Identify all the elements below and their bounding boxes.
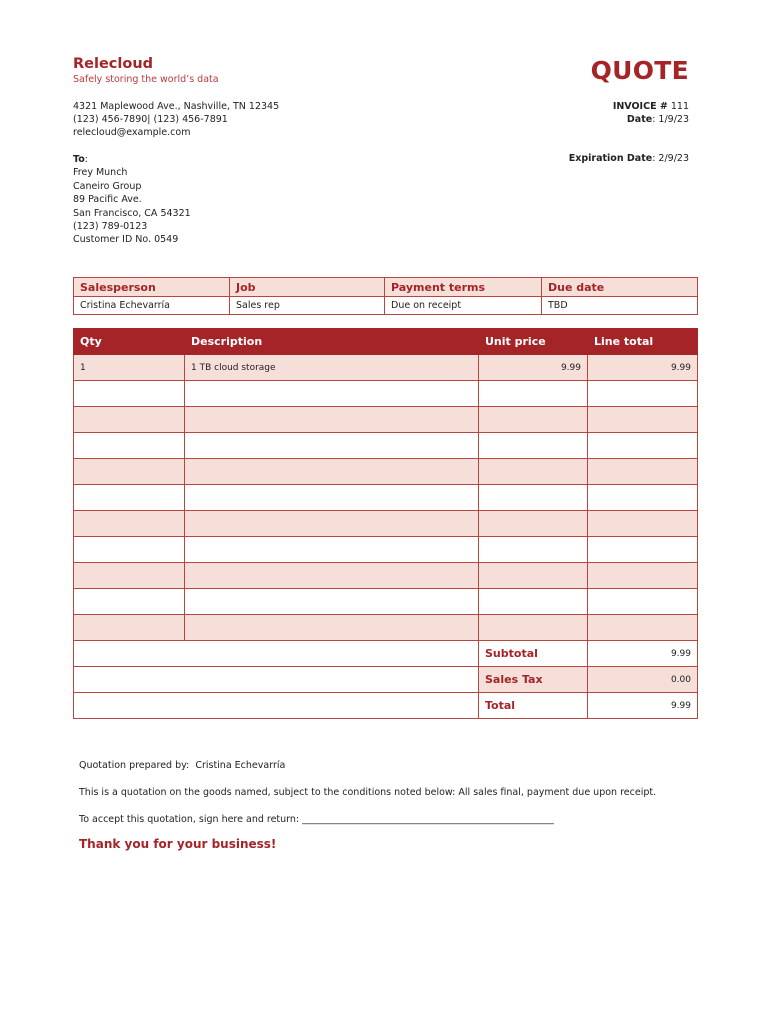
recipient-company: Caneiro Group (73, 180, 142, 192)
prepared-by-label: Quotation prepared by: (79, 760, 190, 771)
table-row (74, 537, 698, 563)
table-row (74, 381, 698, 407)
expiration-date: Expiration Date: 2/9/23 (568, 153, 689, 164)
line-total-cell (588, 407, 698, 433)
table-row (74, 589, 698, 615)
description-cell (185, 537, 479, 563)
due-date-header: Due date (542, 278, 698, 297)
unit-price-cell (479, 485, 588, 511)
to-label: To (73, 154, 85, 165)
line-total-cell (588, 511, 698, 537)
sales-info-row (74, 297, 698, 315)
line-total-cell (588, 485, 698, 511)
table-row (74, 459, 698, 485)
total-row (74, 693, 698, 719)
date-value: 1/9/23 (658, 114, 689, 125)
description-cell (185, 459, 479, 485)
line-total-cell (588, 459, 698, 485)
unit-price-cell (479, 381, 588, 407)
line-total-cell (588, 563, 698, 589)
unit-price-cell (479, 511, 588, 537)
unit-price-cell (479, 537, 588, 563)
line-total-cell (588, 433, 698, 459)
description-cell (185, 511, 479, 537)
invoice-number-label: INVOICE # (612, 101, 668, 112)
payment-terms-header: Payment terms (385, 278, 542, 297)
line-items-table (73, 328, 698, 719)
description-cell: 1 TB cloud storage (185, 355, 479, 381)
description-cell (185, 485, 479, 511)
line-total-header: Line total (588, 329, 698, 355)
qty-cell (74, 407, 185, 433)
company-name: Relecloud (73, 56, 154, 72)
qty-cell (74, 459, 185, 485)
description-cell (185, 589, 479, 615)
document-title: QUOTE (590, 56, 689, 85)
recipient-city: San Francisco, CA 54321 (73, 207, 191, 219)
subtotal-row (74, 641, 698, 667)
table-row (74, 407, 698, 433)
sales-info-header (74, 278, 698, 297)
table-row (74, 511, 698, 537)
qty-cell: 1 (74, 355, 185, 381)
job-value: Sales rep (230, 297, 385, 315)
company-address: 4321 Maplewood Ave., Nashville, TN 12345 (73, 101, 280, 112)
total-spacer (74, 693, 479, 719)
salesperson-value: Cristina Echevarría (74, 297, 230, 315)
description-cell (185, 563, 479, 589)
unit-price-cell (479, 563, 588, 589)
thank-you-message: Thank you for your business! (79, 837, 277, 851)
recipient-phone: (123) 789-0123 (73, 221, 148, 233)
qty-cell (74, 433, 185, 459)
qty-cell (74, 511, 185, 537)
qty-cell (74, 615, 185, 641)
sales-tax-value: 0.00 (588, 667, 698, 693)
qty-header: Qty (74, 329, 185, 355)
due-date-value: TBD (542, 297, 698, 315)
company-contact (73, 100, 279, 139)
subtotal-spacer (74, 641, 479, 667)
company-email: relecloud@example.com (73, 127, 191, 138)
recipient-name: Frey Munch (73, 167, 128, 179)
subtotal-value: 9.99 (588, 641, 698, 667)
customer-id: Customer ID No. 0549 (73, 234, 179, 246)
payment-terms-value: Due on receipt (385, 297, 542, 315)
description-cell (185, 407, 479, 433)
line-items-header (74, 329, 698, 355)
prepared-by-name: Cristina Echevarría (195, 760, 286, 771)
table-row (74, 563, 698, 589)
expiration-label: Expiration Date (568, 153, 653, 164)
unit-price-header: Unit price (479, 329, 588, 355)
recipient-street: 89 Pacific Ave. (73, 194, 142, 206)
to-label-line: To: (73, 154, 88, 165)
table-row (74, 615, 698, 641)
qty-cell (74, 381, 185, 407)
expiration-value: 2/9/23 (658, 153, 689, 164)
unit-price-cell (479, 589, 588, 615)
date-label: Date (626, 114, 653, 125)
recipient-block (73, 153, 191, 247)
description-cell (185, 433, 479, 459)
line-total-cell (588, 589, 698, 615)
qty-cell (74, 563, 185, 589)
qty-cell (74, 589, 185, 615)
unit-price-cell (479, 459, 588, 485)
unit-price-cell (479, 615, 588, 641)
description-header: Description (185, 329, 479, 355)
subtotal-label: Subtotal (479, 641, 588, 667)
table-row (74, 433, 698, 459)
invoice-number (613, 100, 689, 113)
total-value: 9.99 (588, 693, 698, 719)
signature-line: To accept this quotation, sign here and return: _____________________________________________________ (79, 814, 554, 825)
conditions-text: This is a quotation on the goods named, subject to the conditions noted below: All sales final, payment due upon receipt. (79, 787, 657, 798)
sales-info-table (73, 277, 698, 315)
company-tagline: Safely storing the world’s data (73, 74, 219, 85)
line-total-cell: 9.99 (588, 355, 698, 381)
table-row (74, 355, 698, 381)
invoice-meta (613, 100, 689, 126)
company-phones: (123) 456-7890| (123) 456-7891 (73, 114, 228, 125)
total-label: Total (479, 693, 588, 719)
invoice-date: Date: 1/9/23 (626, 114, 689, 125)
sales-tax-row (74, 667, 698, 693)
invoice-number-value: 111 (670, 101, 689, 112)
qty-cell (74, 537, 185, 563)
salesperson-header: Salesperson (74, 278, 230, 297)
description-cell (185, 381, 479, 407)
sales-tax-label: Sales Tax (479, 667, 588, 693)
job-header: Job (230, 278, 385, 297)
unit-price-cell (479, 407, 588, 433)
description-cell (185, 615, 479, 641)
line-total-cell (588, 537, 698, 563)
table-row (74, 485, 698, 511)
qty-cell (74, 485, 185, 511)
sales-tax-spacer (74, 667, 479, 693)
unit-price-cell (479, 433, 588, 459)
line-total-cell (588, 381, 698, 407)
prepared-by-line (79, 760, 285, 771)
line-total-cell (588, 615, 698, 641)
unit-price-cell: 9.99 (479, 355, 588, 381)
